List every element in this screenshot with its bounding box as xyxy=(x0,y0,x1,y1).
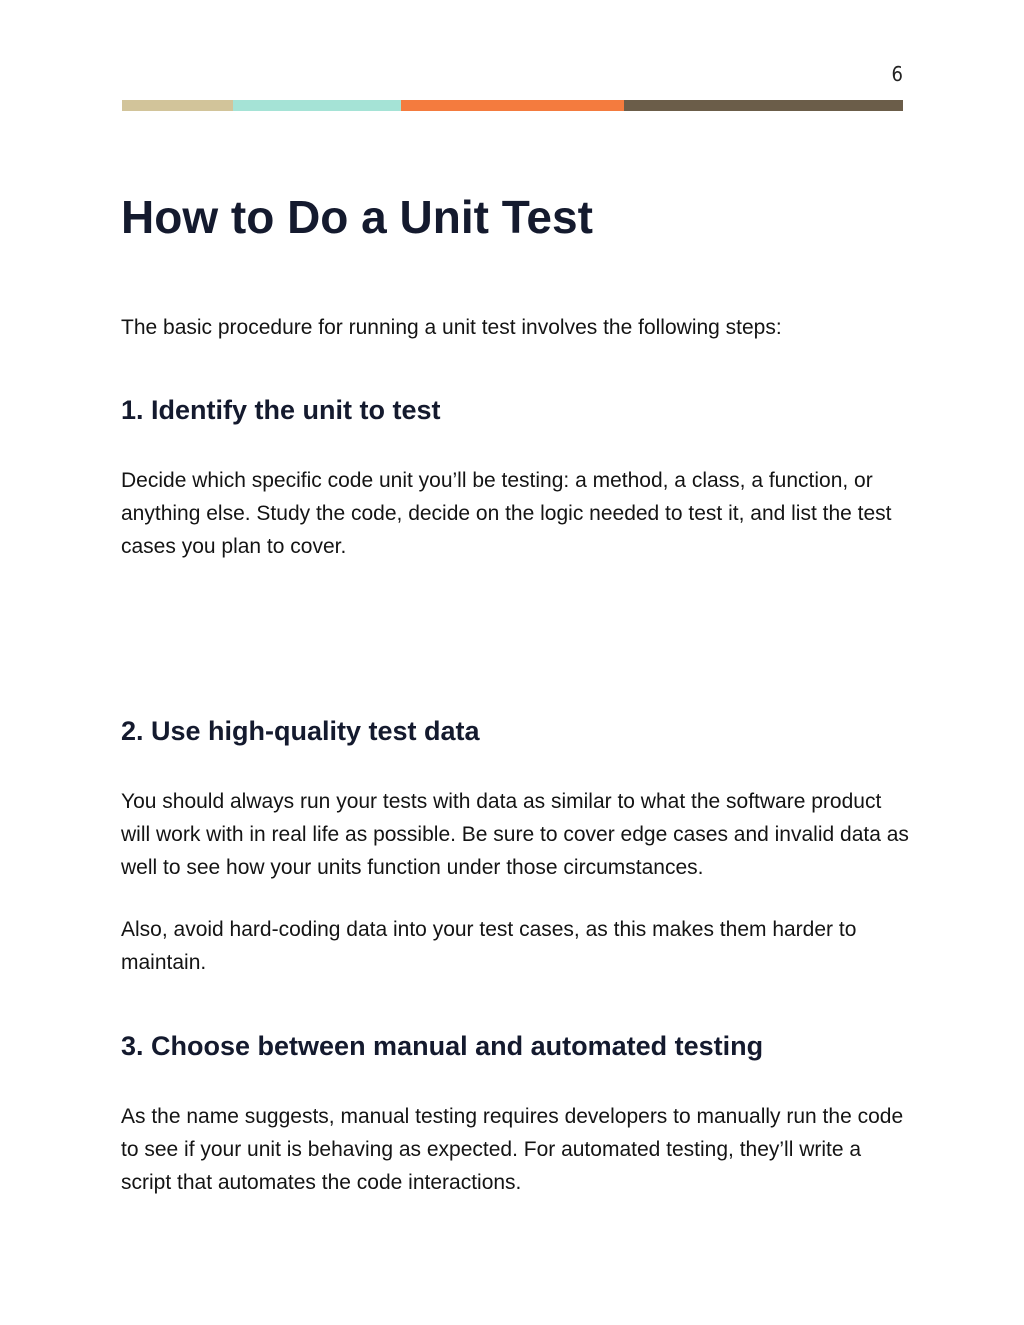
section-1-paragraph: Decide which specific code unit you’ll be testing: a method, a class, a function, or anything else. Study the code, decide on the logic needed to test it, and list the test cases you plan to cover. xyxy=(121,469,892,558)
page-number: 6 xyxy=(891,62,903,86)
section-2-paragraph-2: Also, avoid hard-coding data into your test cases, as this makes them harder to maintain. xyxy=(121,918,857,974)
section-2-paragraph-1: You should always run your tests with data as similar to what the software product will work with in real life as possible. Be sure to cover edge cases and invalid data as well to see how your units function under those circumstances. xyxy=(121,790,909,879)
section-3-paragraph: As the name suggests, manual testing requires developers to manually run the code to see if your unit is behaving as expected. For automated testing, they’ll write a script that automates the code interactions. xyxy=(121,1105,904,1194)
page-title: How to Do a Unit Test xyxy=(121,191,593,243)
section-heading-2: 2. Use high-quality test data xyxy=(121,716,480,746)
color-bar-segment-3 xyxy=(401,100,624,111)
color-bar-segment-2 xyxy=(233,100,401,111)
color-bar xyxy=(122,100,903,111)
color-bar-segment-1 xyxy=(122,100,233,111)
intro-paragraph: The basic procedure for running a unit test involves the following steps: xyxy=(121,316,782,339)
section-heading-1: 1. Identify the unit to test xyxy=(121,395,441,425)
color-bar-segment-4 xyxy=(624,100,903,111)
section-heading-3: 3. Choose between manual and automated testing xyxy=(121,1031,764,1061)
